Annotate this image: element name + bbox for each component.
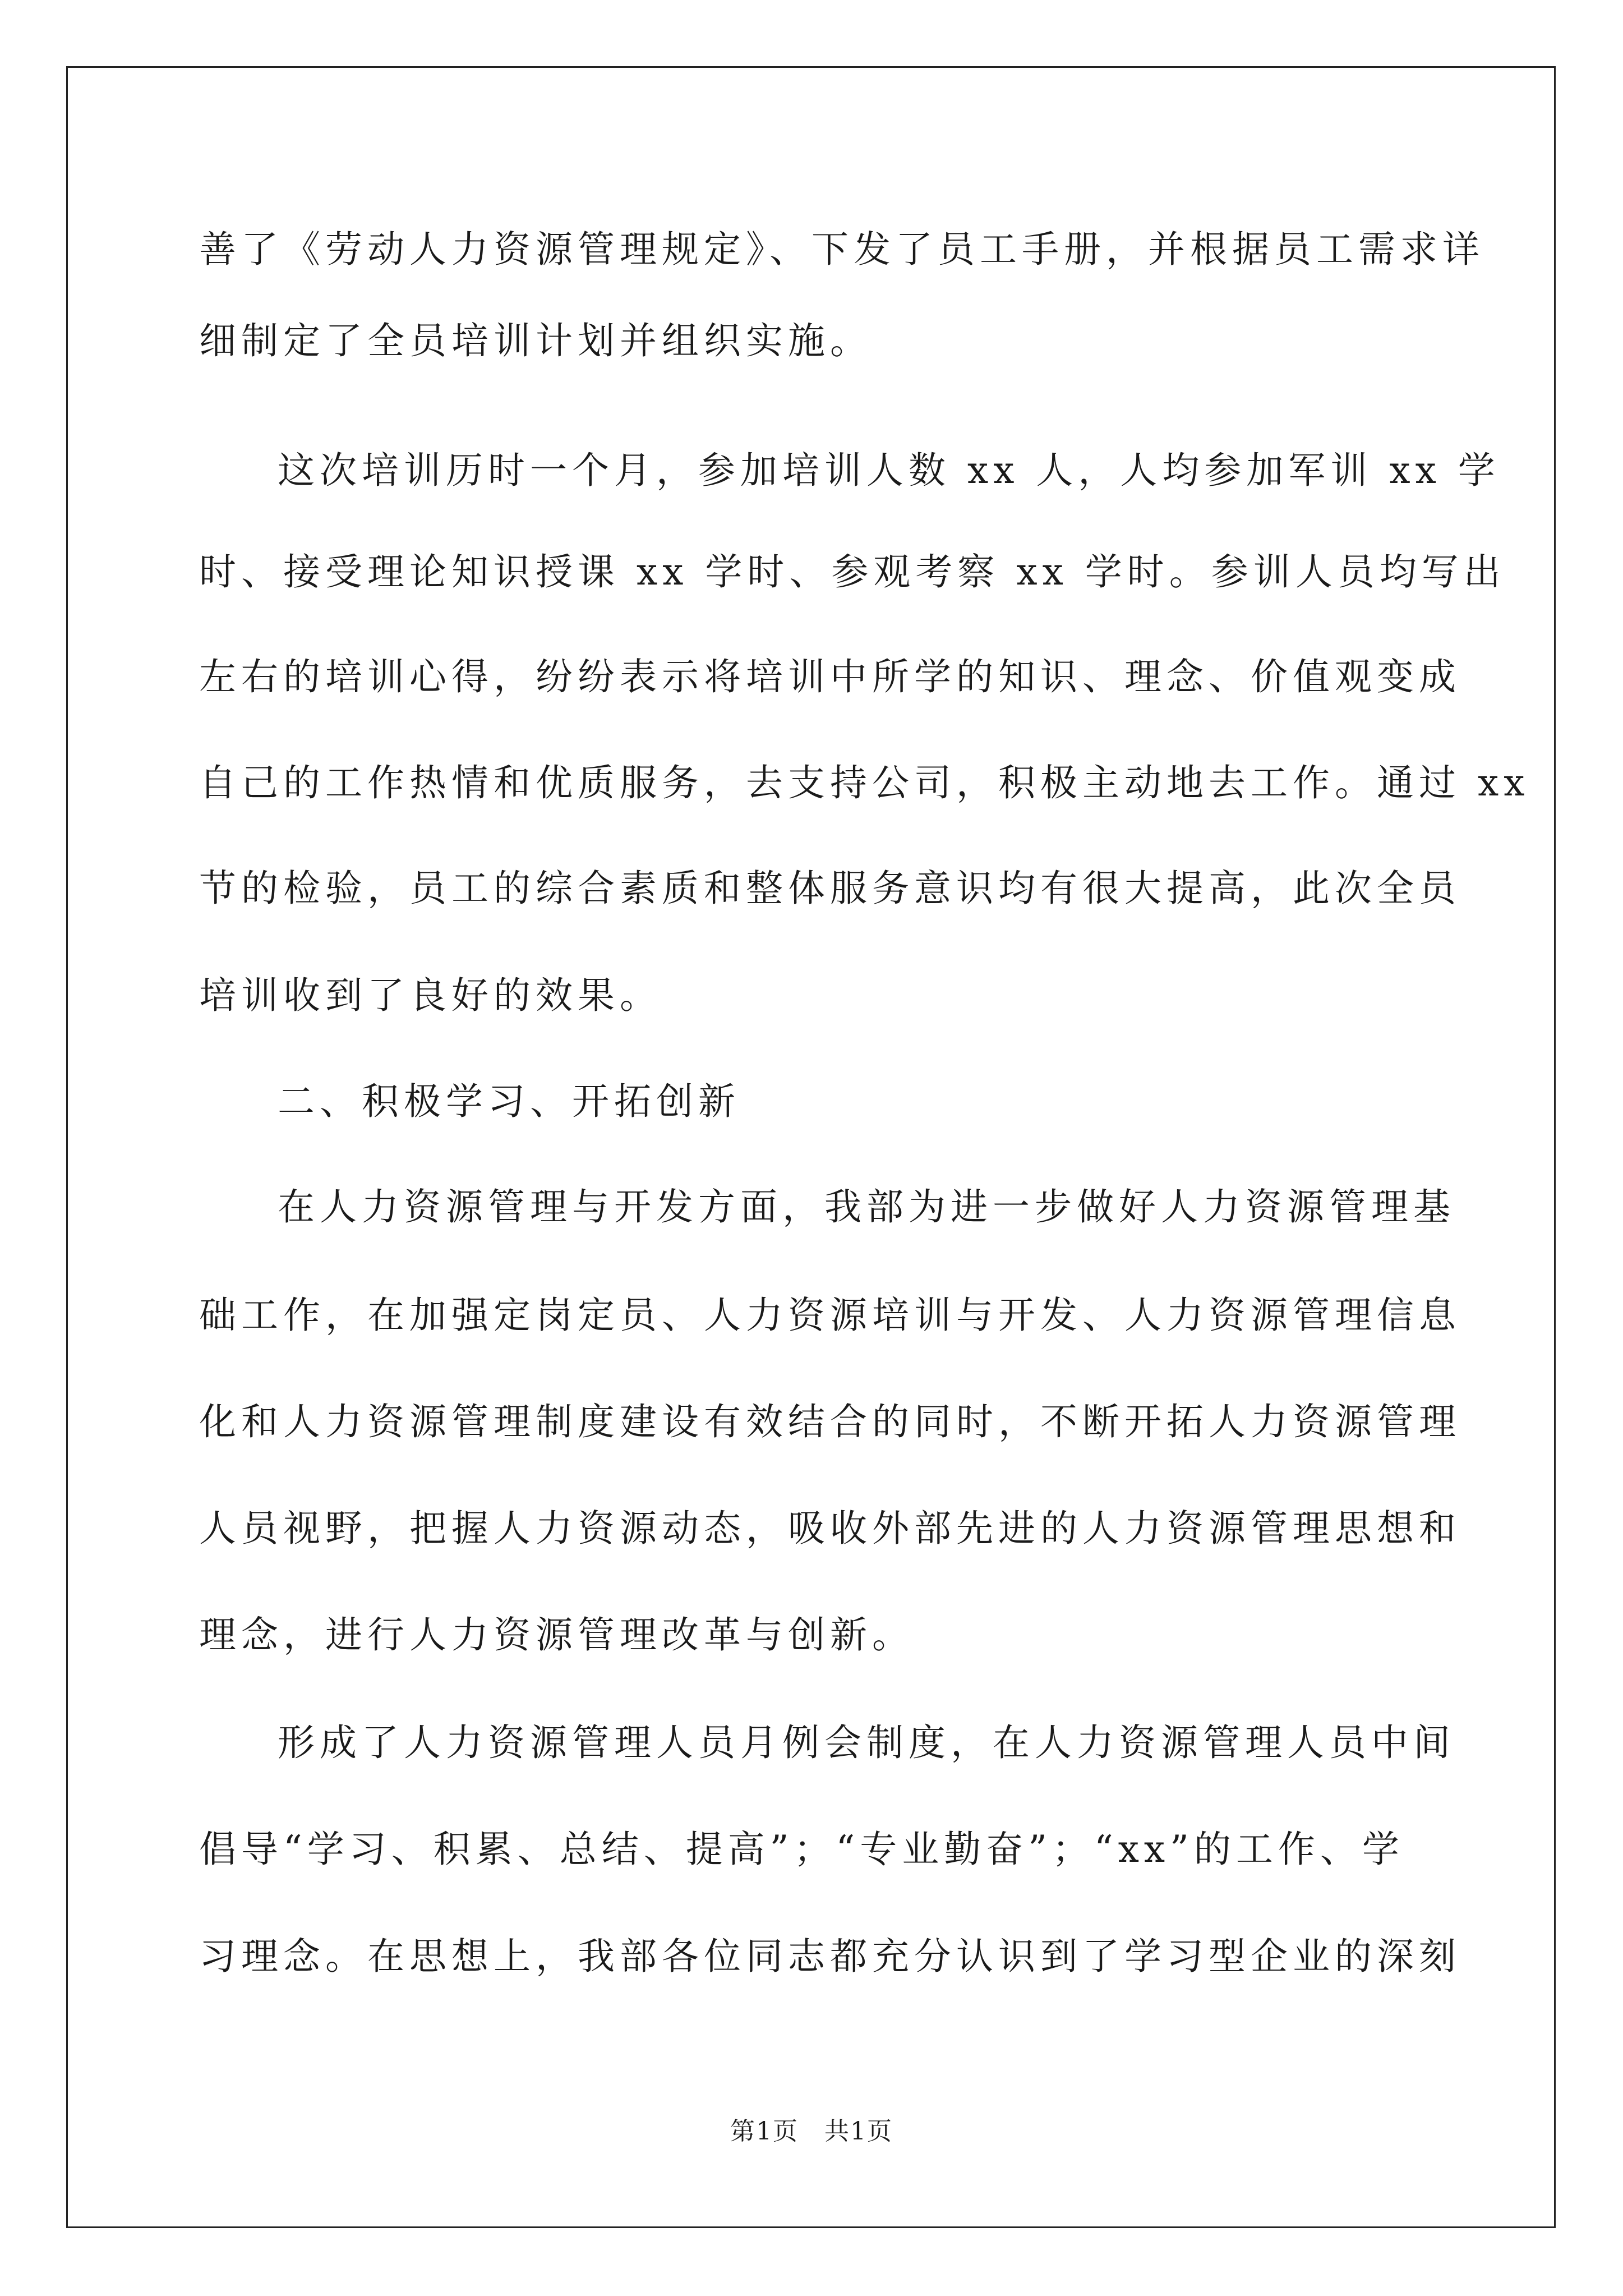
text-line: 础工作，在加强定岗定员、人力资源培训与开发、人力资源管理信息 bbox=[199, 1294, 1461, 1337]
text-line: 节的检验，员工的综合素质和整体服务意识均有很大提高，此次全员 bbox=[199, 867, 1461, 910]
section-heading: 二、积极学习、开拓创新 bbox=[278, 1080, 740, 1123]
text-line: 培训收到了良好的效果。 bbox=[199, 974, 662, 1017]
text-line: 细制定了全员培训计划并组织实施。 bbox=[199, 319, 872, 362]
text-line: 时、接受理论知识授课 xx 学时、参观考察 xx 学时。参训人员均写出 bbox=[199, 550, 1506, 593]
text-line: 习理念。在思想上，我部各位同志都充分认识到了学习型企业的深刻 bbox=[199, 1935, 1461, 1978]
page-border bbox=[66, 66, 1556, 2228]
text-line: 化和人力资源管理制度建设有效结合的同时，不断开拓人力资源管理 bbox=[199, 1400, 1461, 1443]
page-number-footer: 第1页 共1页 bbox=[730, 2117, 893, 2146]
text-line: 理念，进行人力资源管理改革与创新。 bbox=[199, 1613, 914, 1657]
text-line: 善了《劳动人力资源管理规定》、下发了员工手册，并根据员工需求详 bbox=[199, 228, 1484, 271]
text-line: 自己的工作热情和优质服务，去支持公司，积极主动地去工作。通过 xx bbox=[199, 761, 1530, 804]
text-line: 倡导“学习、积累、总结、提高”；“专业勤奋”；“xx”的工作、学 bbox=[199, 1828, 1404, 1871]
paragraph-first-line: 这次培训历时一个月，参加培训人数 xx 人，人均参加军训 xx 学 bbox=[278, 449, 1500, 492]
paragraph-first-line: 在人力资源管理与开发方面，我部为进一步做好人力资源管理基 bbox=[278, 1185, 1455, 1228]
text-line: 左右的培训心得，纷纷表示将培训中所学的知识、理念、价值观变成 bbox=[199, 655, 1461, 698]
paragraph-first-line: 形成了人力资源管理人员月例会制度，在人力资源管理人员中间 bbox=[278, 1721, 1455, 1764]
text-line: 人员视野，把握人力资源动态，吸收外部先进的人力资源管理思想和 bbox=[199, 1507, 1461, 1550]
